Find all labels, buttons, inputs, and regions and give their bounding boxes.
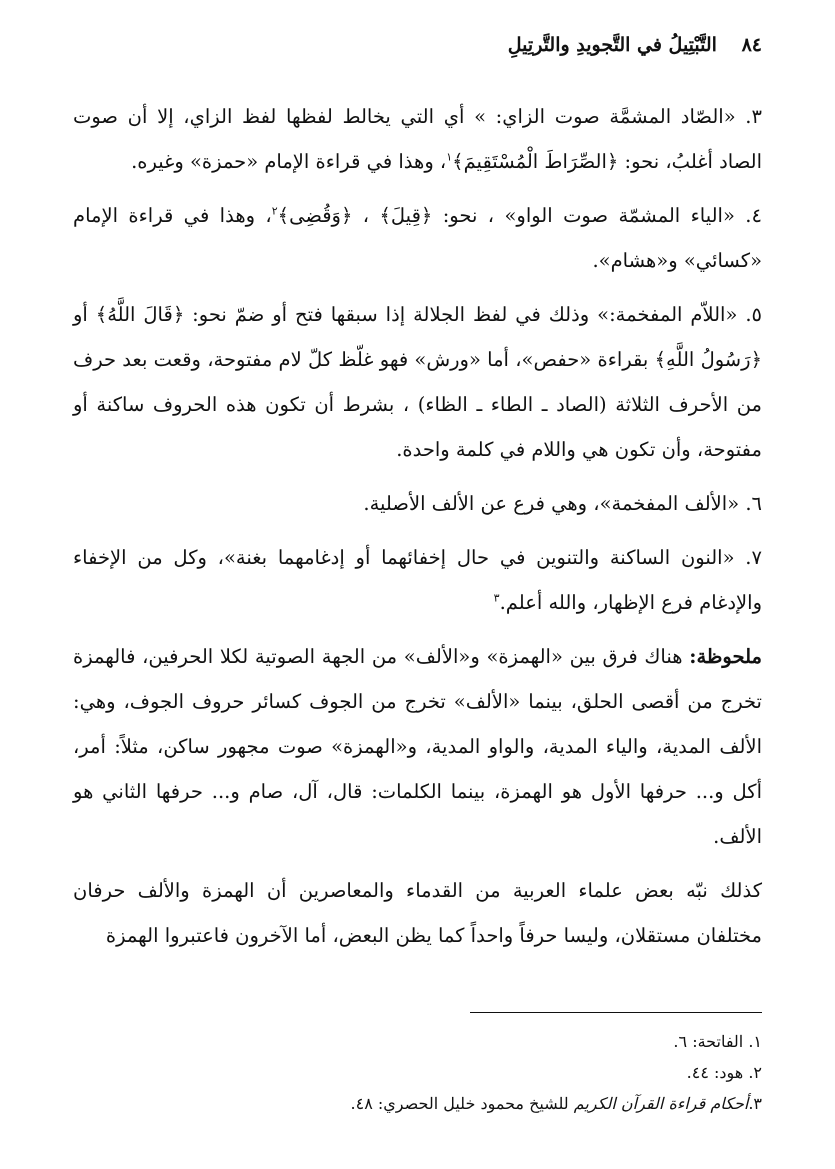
paragraph-item-7 — [73, 535, 762, 625]
paragraph-text: ٧. «النون الساكنة والتنوين في حال إخفائهما أو إدغامهما بغنة»، وكل من الإخفاء والإدغام فرع الإظهار، والله أعلم. — [73, 546, 762, 614]
footnote-item — [73, 1088, 762, 1119]
footnote-ref: ٢ — [271, 204, 278, 218]
paragraph-item-5 — [73, 292, 762, 472]
footnote-item: ٢. هود: ٤٤. — [686, 1063, 762, 1082]
note-label: ملحوظة: — [689, 645, 762, 668]
closing-paragraph — [73, 868, 762, 958]
paragraph-item-3 — [73, 94, 762, 184]
paragraph-text: ٦. «الألف المفخمة»، وهي فرع عن الألف الأصلية. — [363, 492, 762, 515]
paragraph-continuation: ، وهذا في قراءة الإمام «حمزة» وغيره. — [131, 150, 447, 173]
note-text: هناك فرق بين «الهمزة» و«الألف» من الجهة الصوتية لكلا الحرفين، فالهمزة تخرج من أقصى الحلق، بينما «الألف» تخرج من الجوف كسائر حروف الجوف، وهي: الألف المدية، والياء المدية، والواو المدية، و«الهمزة» صوت مجهور ساكن، مثلاً: أمر، أكل و... حرفها الأول هو الهمزة، بينما الكلمات: قال، آل، صام و... حرفها الثاني هو الألف. — [73, 645, 762, 848]
footnote-number: ٣. — [748, 1094, 762, 1113]
footnotes — [73, 1026, 762, 1119]
paragraph-text: ٤. «الياء المشمّة صوت الواو» ، نحو: ﴿قِيلَ﴾ ، ﴿وَقُضِى﴾ — [277, 204, 762, 227]
footnote-ref: ١ — [446, 150, 453, 164]
footnote-text: للشيخ محمود خليل الحصري: ٤٨. — [350, 1094, 574, 1113]
closing-paragraph-text: كذلك نبّه بعض علماء العربية من القدماء والمعاصرين أن الهمزة والألف حرفان مختلفان مستقلان، وليسا حرفاً واحداً كما يظن البعض، أما الآخرون فاعتبروا الهمزة — [73, 879, 762, 947]
note-paragraph — [73, 634, 762, 859]
footnote-book-title: أحكام قراءة القرآن الكريم — [573, 1094, 749, 1113]
book-title-header: التَّبْتِيلُ في التَّجويدِ والتَّرتِيلِ — [507, 34, 717, 56]
footnote-item: ١. الفاتحة: ٦. — [673, 1032, 762, 1051]
paragraph-text: ٣. «الصّاد المشمَّة صوت الزاي: » أي التي يخالط لفظها لفظ الزاي، إلا أن صوت الصاد أغلبُ، نحو: ﴿الصِّرَاطَ الْمُسْتَقِيمَ﴾ — [73, 105, 762, 173]
paragraph-text: ٥. «اللاّم المفخمة:» وذلك في لفظ الجلالة إذا سبقها فتح أو ضمّ نحو: ﴿قَالَ اللَّهُ﴾ أو ﴿رَسُولُ اللَّهِ﴾ بقراءة «حفص»، أما «ورش» فهو غلّظ كلّ لام مفتوحة، وقعت بعد حرف من الأحرف الثلاثة (الصاد ـ الطاء ـ الظاء) ، بشرط أن تكون هذه الحروف ساكنة أو مفتوحة، وأن تكون هي واللام في كلمة واحدة. — [73, 303, 762, 461]
running-header — [73, 34, 762, 68]
footnote-ref: ٣ — [493, 591, 500, 605]
page-number: ٨٤ — [741, 34, 762, 56]
footnote-divider — [470, 1012, 762, 1013]
paragraph-item-4 — [73, 193, 762, 283]
paragraph-continuation: ، وهذا في قراءة الإمام «كسائي» و«هشام». — [73, 204, 762, 272]
body-text — [73, 94, 762, 967]
paragraph-item-6 — [73, 481, 762, 526]
